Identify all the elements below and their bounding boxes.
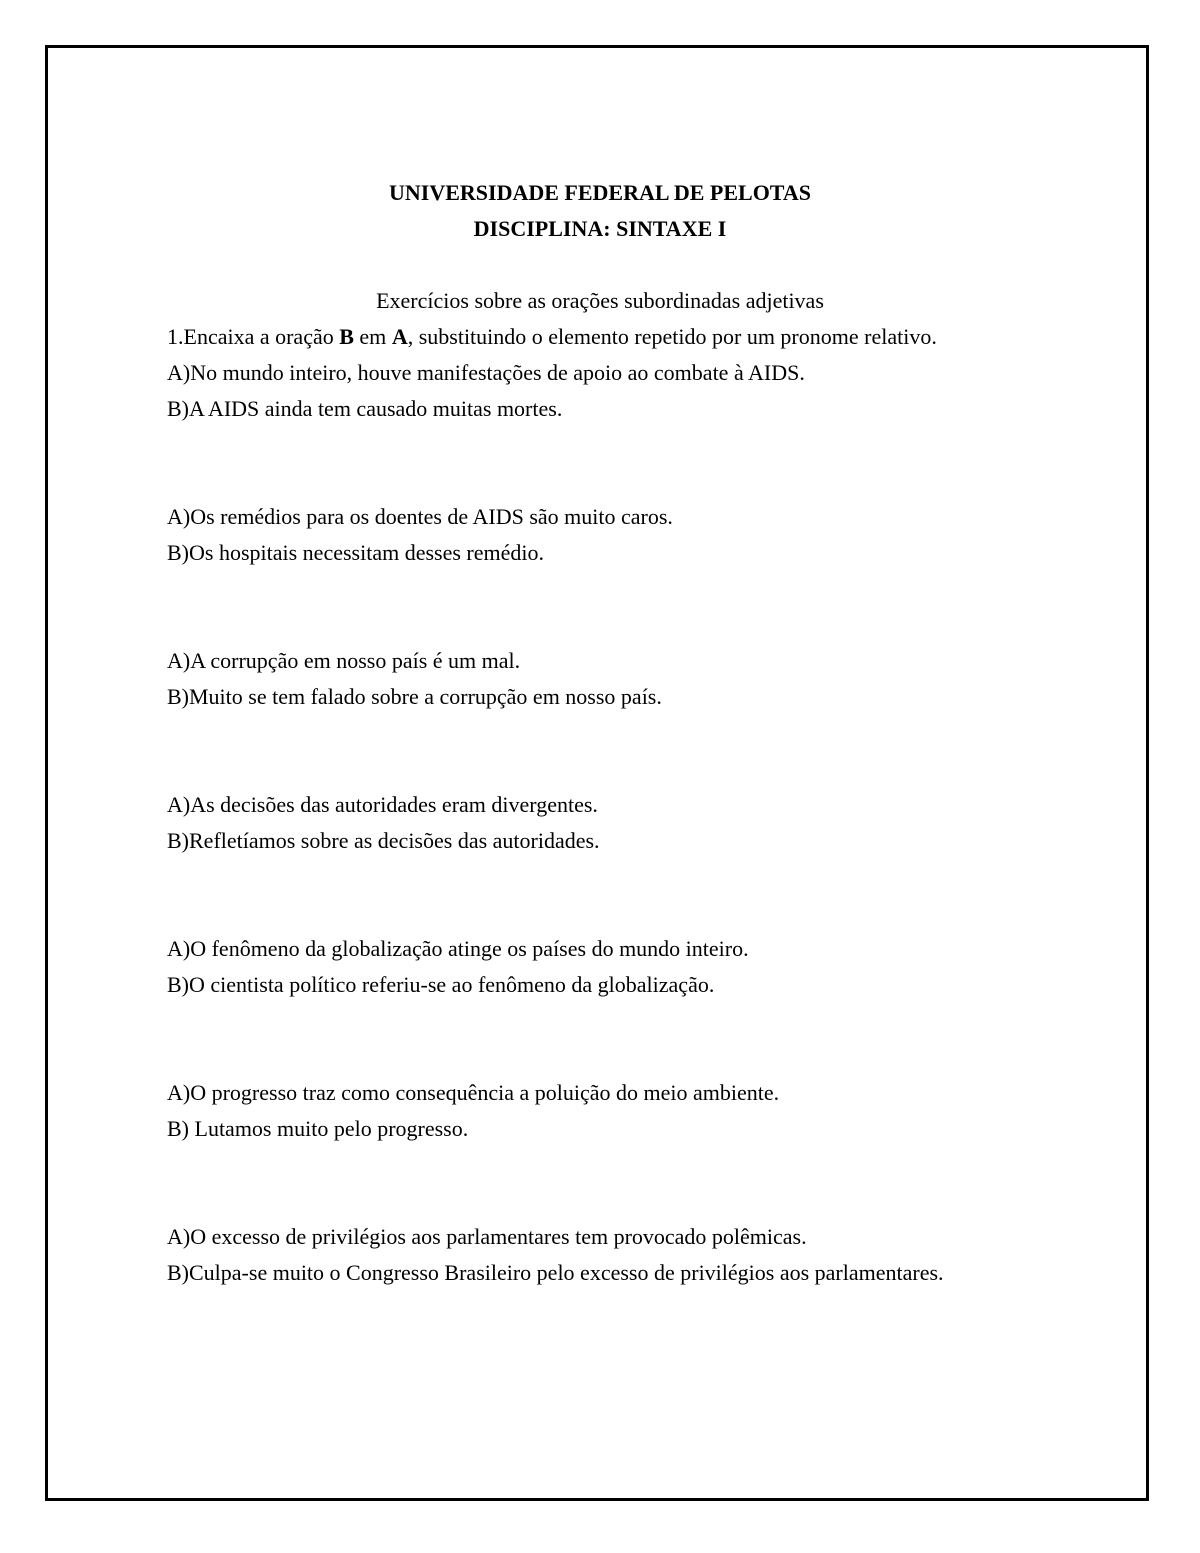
exercise-item [167,931,1033,1003]
exercise-subtitle: Exercícios sobre as orações subordinadas adjetivas [376,288,824,313]
instruction-suffix: , substituindo o elemento repetido por um pronome relativo. [407,324,937,349]
sentence-b: B)Os hospitais necessitam desses remédio. [167,540,544,565]
instruction-text [167,319,1033,355]
sentence-a: A)As decisões das autoridades eram divergentes. [167,792,598,817]
sentence-a: A)O excesso de privilégios aos parlamentares tem provocado polêmicas. [167,1224,807,1249]
instruction-bold-a: A [391,324,408,349]
instruction-prefix: 1.Encaixa a oração [167,324,340,349]
sentence-b: B)A AIDS ainda tem causado muitas mortes. [167,396,563,421]
exercise-item [167,355,1033,427]
sentence-a: A)Os remédios para os doentes de AIDS são muito caros. [167,504,673,529]
sentence-b: B)O cientista político referiu-se ao fenômeno da globalização. [167,972,715,997]
document-content [167,175,1033,1291]
sentence-a: A)No mundo inteiro, houve manifestações de apoio ao combate à AIDS. [167,360,805,385]
exercise-item [167,643,1033,715]
sentence-b: B)Culpa-se muito o Congresso Brasileiro pelo excesso de privilégios aos parlamentares. [167,1260,944,1285]
discipline-title: DISCIPLINA: SINTAXE I [473,216,727,241]
sentence-a: A)O fenômeno da globalização atinge os países do mundo inteiro. [167,936,749,961]
sentence-a: A)A corrupção em nosso país é um mal. [167,648,521,673]
sentence-a: A)O progresso traz como consequência a poluição do meio ambiente. [167,1080,780,1105]
sentence-b: B)Muito se tem falado sobre a corrupção em nosso país. [167,684,662,709]
exercise-item [167,499,1033,571]
sentence-b: B)Refletíamos sobre as decisões das autoridades. [167,828,600,853]
exercise-item [167,1075,1033,1147]
exercise-item [167,787,1033,859]
sentence-b: B) Lutamos muito pelo progresso. [167,1116,469,1141]
instruction-middle: em [353,324,392,349]
instruction-bold-b: B [339,324,354,349]
university-title: UNIVERSIDADE FEDERAL DE PELOTAS [389,180,811,205]
exercise-list [167,355,1033,1291]
exercise-item [167,1219,1033,1291]
